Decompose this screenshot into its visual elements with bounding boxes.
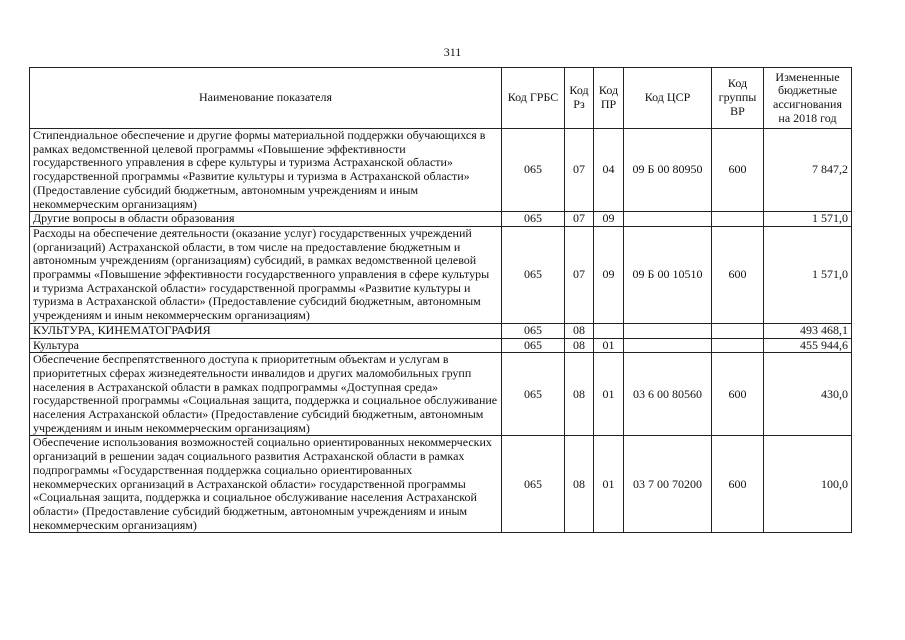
table-row <box>30 323 852 338</box>
table-row <box>30 226 852 323</box>
row-pr: 04 <box>594 129 624 212</box>
row-pr: 01 <box>594 436 624 533</box>
row-pr: 01 <box>594 338 624 353</box>
header-grbs: Код ГРБС <box>502 68 565 129</box>
row-name: Культура <box>30 338 502 353</box>
row-grbs: 065 <box>502 436 565 533</box>
row-grbs: 065 <box>502 323 565 338</box>
row-sum: 1 571,0 <box>764 226 852 323</box>
table-row <box>30 436 852 533</box>
row-pr <box>594 323 624 338</box>
row-csr: 09 Б 00 10510 <box>624 226 712 323</box>
page-number: 311 <box>443 45 462 59</box>
budget-table <box>29 67 852 533</box>
header-name: Наименование показателя <box>30 68 502 129</box>
header-vr: Код группы ВР <box>712 68 764 129</box>
row-grbs: 065 <box>502 338 565 353</box>
row-name: Расходы на обеспечение деятельности (оказание услуг) государственных учреждений (организаций) Астраханской области, в том числе на предоставление бюджетным и автономным учреждениям (организациям) субсидий, в рамках ведомственной целевой программы «Повышение эффективности государственного управления в сфере культуры и туризма Астраханской области» государственной программы «Развитие культуры и туризма в Астраханской области» (Предоставление субсидий бюджетным, автономным учреждениям и иным некоммерческим организациям) <box>30 226 502 323</box>
row-vr <box>712 323 764 338</box>
row-rz: 07 <box>565 226 594 323</box>
row-vr: 600 <box>712 353 764 436</box>
row-pr: 01 <box>594 353 624 436</box>
row-grbs: 065 <box>502 129 565 212</box>
row-rz: 08 <box>565 436 594 533</box>
row-vr: 600 <box>712 129 764 212</box>
row-vr: 600 <box>712 436 764 533</box>
row-rz: 07 <box>565 129 594 212</box>
row-pr: 09 <box>594 212 624 227</box>
row-grbs: 065 <box>502 226 565 323</box>
row-sum: 1 571,0 <box>764 212 852 227</box>
table-row <box>30 338 852 353</box>
row-sum: 100,0 <box>764 436 852 533</box>
table-row <box>30 129 852 212</box>
row-csr: 09 Б 00 80950 <box>624 129 712 212</box>
table-row <box>30 212 852 227</box>
row-name: Обеспечение беспрепятственного доступа к приоритетным объектам и услугам в приоритетных сферах жизнедеятельности инвалидов и других маломобильных групп населения в Астраханской области в рамках подпрограммы «Доступная среда» государственной программы «Социальная защита, поддержка и социальное обслуживание населения Астраханской области» (Предоставление субсидий бюджетным, автономным учреждениям и иным некоммерческим организациям) <box>30 353 502 436</box>
row-vr: 600 <box>712 226 764 323</box>
table-row <box>30 353 852 436</box>
row-grbs: 065 <box>502 353 565 436</box>
row-csr <box>624 338 712 353</box>
row-csr: 03 6 00 80560 <box>624 353 712 436</box>
row-name: КУЛЬТУРА, КИНЕМАТОГРАФИЯ <box>30 323 502 338</box>
row-grbs: 065 <box>502 212 565 227</box>
row-rz: 07 <box>565 212 594 227</box>
table-header-row <box>30 68 852 129</box>
row-sum: 493 468,1 <box>764 323 852 338</box>
row-csr <box>624 212 712 227</box>
row-name: Другие вопросы в области образования <box>30 212 502 227</box>
row-sum: 455 944,6 <box>764 338 852 353</box>
row-name: Стипендиальное обеспечение и другие формы материальной поддержки обучающихся в рамках ведомственной целевой программы «Повышение эффективности государственного управления в сфере культуры и туризма Астраханской области» государственной программы «Развитие культуры и туризма в Астраханской области» (Предоставление субсидий бюджетным, автономным учреждениям и иным некоммерческим организациям) <box>30 129 502 212</box>
row-rz: 08 <box>565 323 594 338</box>
header-sum: Измененные бюджетные ассигнования на 2018 год <box>764 68 852 129</box>
row-name: Обеспечение использования возможностей социально ориентированных некоммерческих организаций в решении задач социального развития Астраханской области в рамках подпрограммы «Государственная поддержка социально ориентированных некоммерческих организаций в Астраханской области» государственной программы «Социальная защита, поддержка и социальное обслуживание населения Астраханской области» (Предоставление субсидий бюджетным, автономным учреждениям и иным некоммерческим организациям) <box>30 436 502 533</box>
row-sum: 7 847,2 <box>764 129 852 212</box>
row-pr: 09 <box>594 226 624 323</box>
row-csr: 03 7 00 70200 <box>624 436 712 533</box>
row-vr <box>712 212 764 227</box>
row-rz: 08 <box>565 338 594 353</box>
row-vr <box>712 338 764 353</box>
header-rz: Код Рз <box>565 68 594 129</box>
row-sum: 430,0 <box>764 353 852 436</box>
row-csr <box>624 323 712 338</box>
row-rz: 08 <box>565 353 594 436</box>
header-csr: Код ЦСР <box>624 68 712 129</box>
header-pr: Код ПР <box>594 68 624 129</box>
